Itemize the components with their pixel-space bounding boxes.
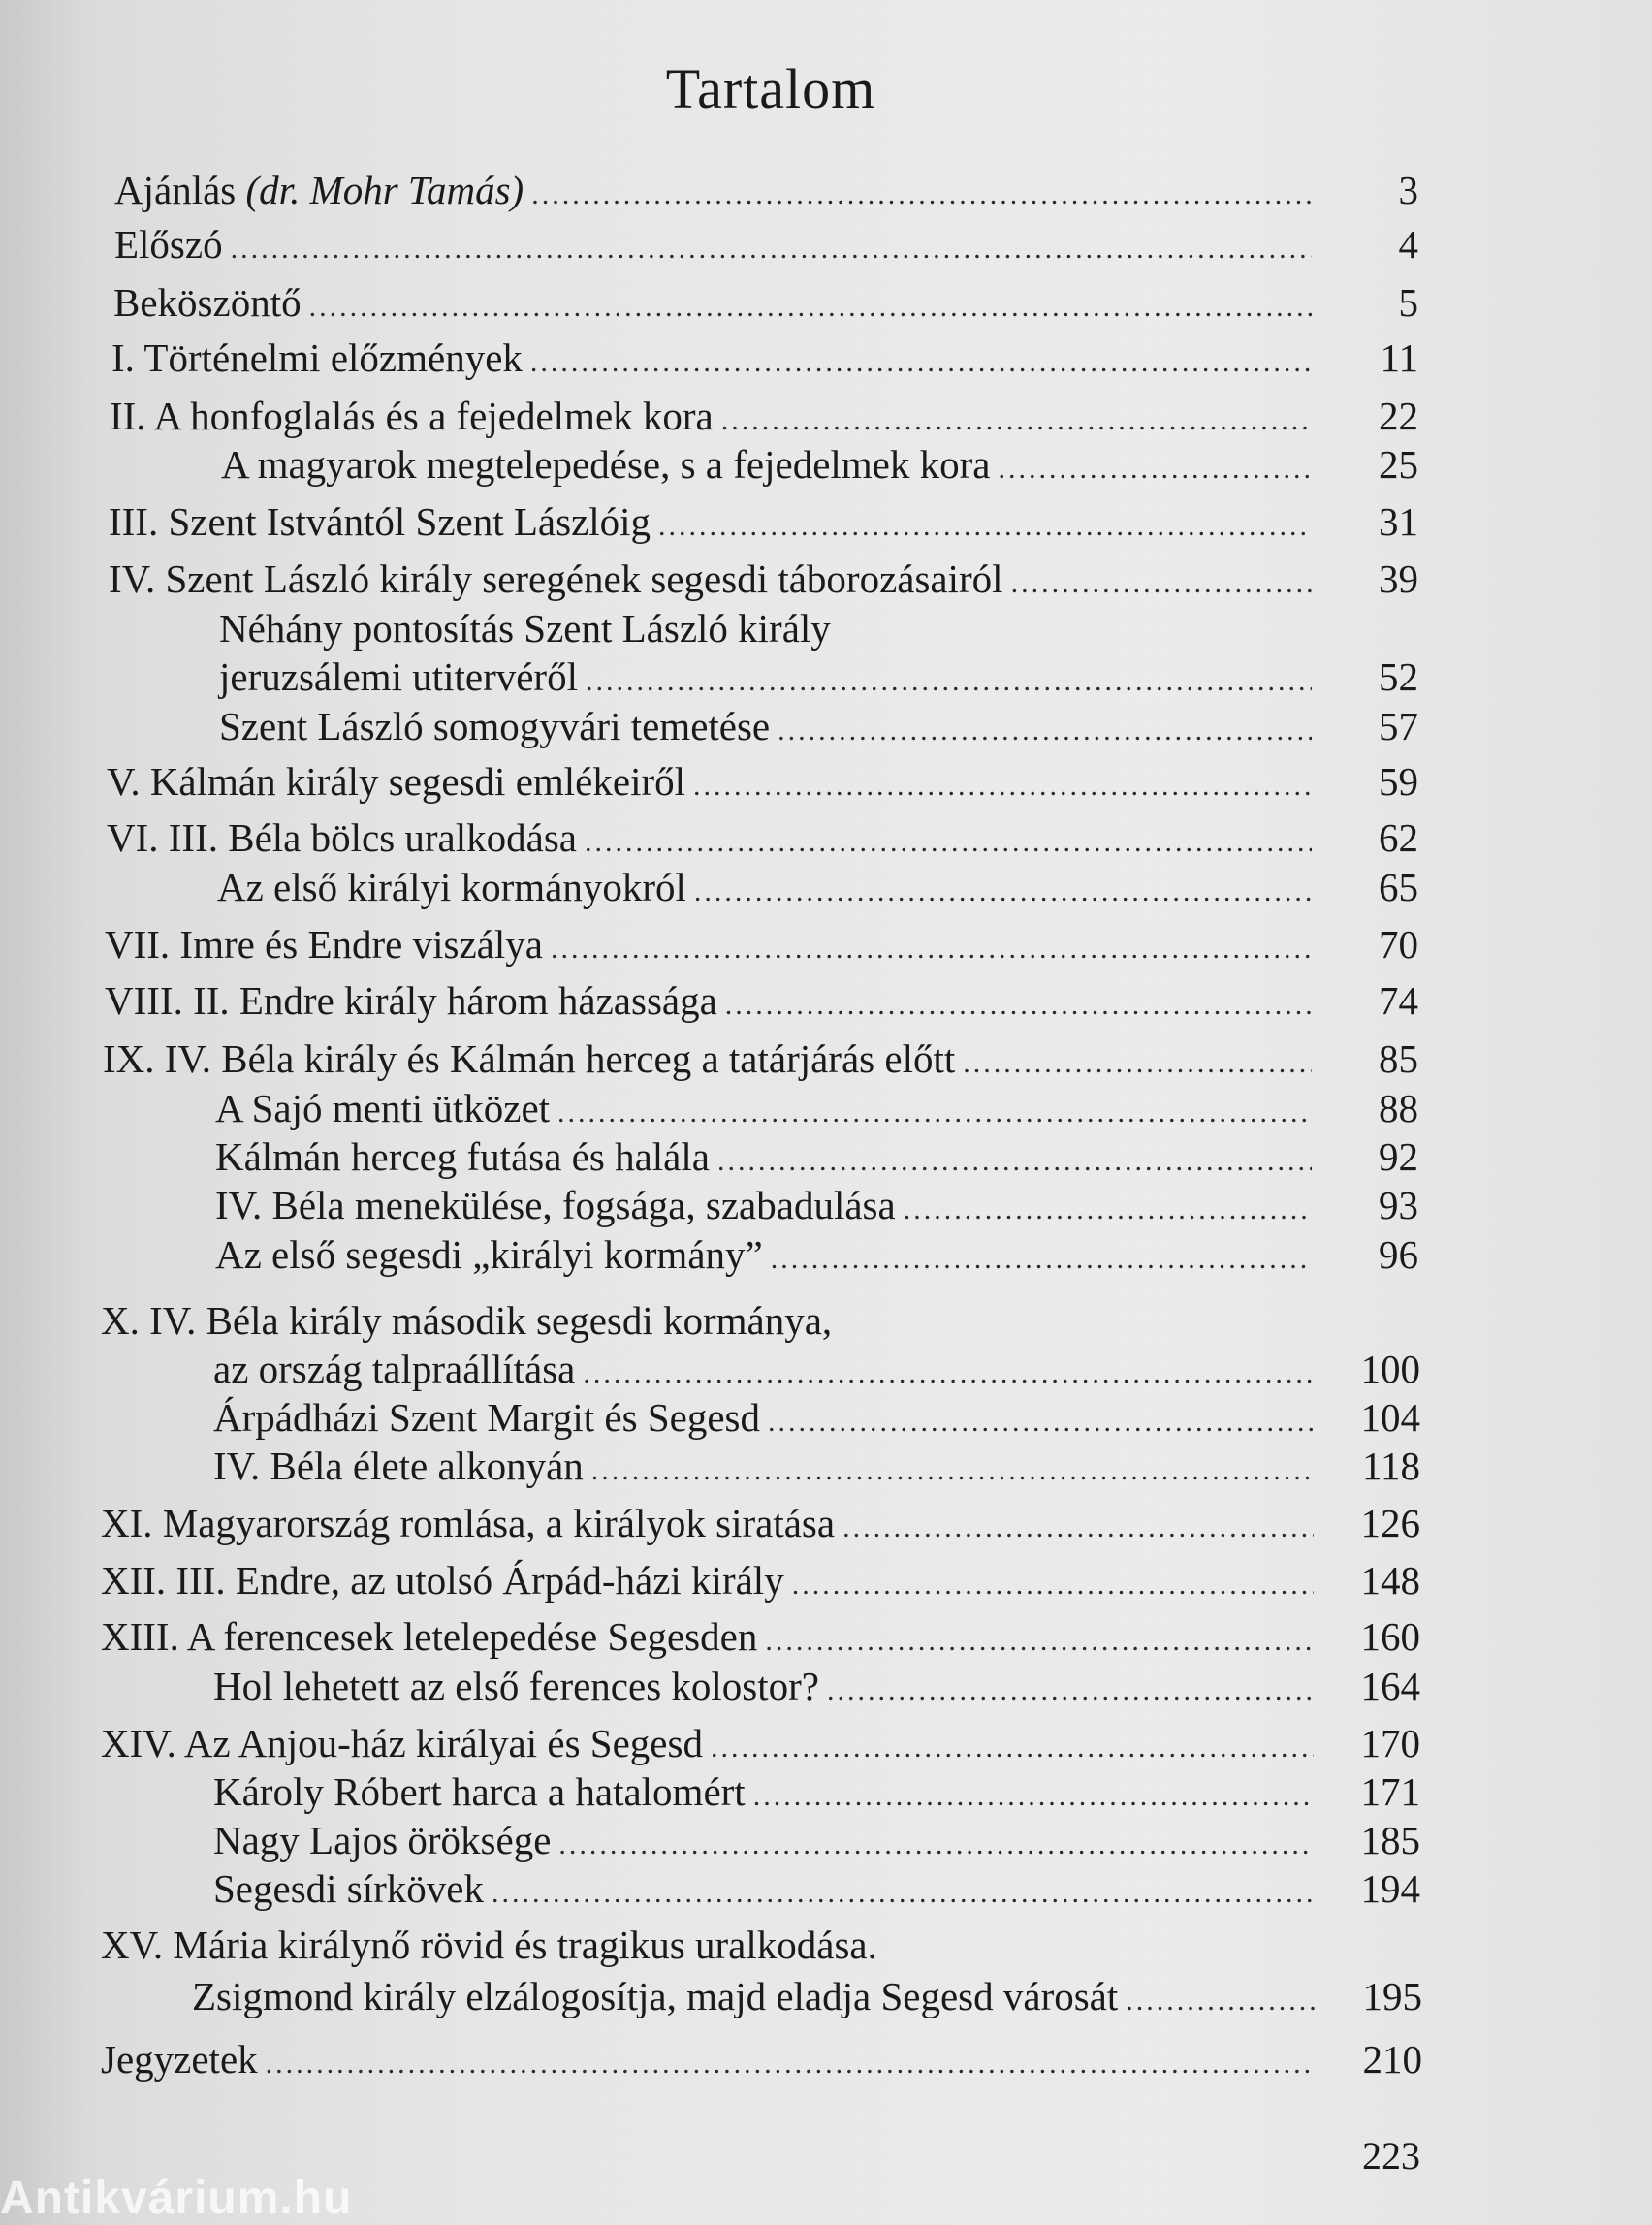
- toc-page-number: 88: [1379, 1086, 1418, 1130]
- toc-entry: [105, 921, 1418, 971]
- toc-page-number: 22: [1379, 394, 1418, 438]
- toc-entry-text: XII. III. Endre, az utolsó Árpád-házi király: [101, 1558, 784, 1603]
- toc-entry: [107, 814, 1418, 865]
- toc-entry: [192, 1973, 1422, 2023]
- dot-leader: [557, 1097, 1312, 1129]
- toc-entry: [110, 393, 1418, 443]
- toc-entry: [101, 1557, 1420, 1607]
- dot-leader: [963, 1047, 1312, 1080]
- toc-entry-text: jeruzsálemi utitervéről: [219, 654, 578, 699]
- toc-entry: [113, 279, 1418, 330]
- toc-page-number: 100: [1360, 1347, 1420, 1391]
- toc-entry: [101, 1500, 1420, 1550]
- dot-leader: [717, 1145, 1312, 1178]
- toc-entry-text: IV. Béla menekülése, fogsága, szabadulása: [215, 1183, 896, 1227]
- toc-page-number: 104: [1360, 1395, 1420, 1440]
- toc-entry-text: II. A honfoglalás és a fejedelmek kora: [110, 394, 714, 438]
- toc-entry: [101, 1720, 1420, 1770]
- dot-leader: [771, 1243, 1312, 1276]
- dot-leader: [558, 1828, 1314, 1861]
- toc-page-number: 39: [1379, 556, 1418, 601]
- toc-page-number: 31: [1379, 499, 1418, 544]
- toc-entry: [219, 703, 1418, 753]
- toc-entry: [217, 864, 1418, 914]
- toc-entry-text: III. Szent Istvántól Szent Lászlóig: [109, 499, 651, 544]
- page-title: Tartalom: [665, 57, 876, 120]
- dot-leader: [842, 1511, 1314, 1544]
- toc-entry: [114, 221, 1418, 271]
- dot-leader: [694, 875, 1312, 908]
- toc-entry-text: A magyarok megtelepedése, s a fejedelmek kora: [221, 442, 991, 487]
- toc-entry: [103, 1035, 1418, 1086]
- dot-leader: [586, 665, 1312, 698]
- toc-entry: [215, 1085, 1418, 1135]
- dot-leader: [827, 1674, 1314, 1707]
- toc-entry: [213, 1394, 1420, 1445]
- dot-leader: [583, 1357, 1314, 1390]
- toc-page-number: 3: [1398, 168, 1418, 212]
- toc-entry: [215, 1231, 1418, 1282]
- dot-leader: [753, 1780, 1314, 1813]
- toc-entry-text: Beköszöntő: [113, 280, 302, 325]
- dot-leader: [551, 933, 1312, 966]
- toc-page-number: 194: [1360, 1866, 1420, 1911]
- toc-page-number: 62: [1379, 815, 1418, 860]
- toc-entry-text: Segesdi sírkövek: [213, 1866, 484, 1911]
- toc-entry-text: Előszó: [114, 222, 223, 267]
- dot-leader: [778, 715, 1312, 747]
- dot-leader: [725, 989, 1312, 1022]
- toc-entry: [215, 1182, 1418, 1232]
- dot-leader: [492, 1877, 1314, 1910]
- page-number: 223: [1362, 2134, 1420, 2177]
- toc-entry-text: XIII. A ferencesek letelepedése Segesden: [101, 1614, 758, 1659]
- dot-leader: [530, 346, 1312, 379]
- toc-entry: [213, 1663, 1420, 1713]
- toc-entry-text: A Sajó menti ütközet: [215, 1086, 551, 1130]
- dot-leader: [721, 404, 1312, 437]
- toc-entry: [215, 1133, 1418, 1184]
- toc-entry-text: Nagy Lajos öröksége: [213, 1818, 552, 1862]
- toc-entry: [213, 1817, 1420, 1867]
- dot-leader: [998, 453, 1312, 486]
- toc-page-number: 11: [1380, 335, 1418, 380]
- toc-entry: [105, 977, 1418, 1028]
- toc-page-number: 65: [1379, 865, 1418, 909]
- dot-leader: [1011, 567, 1312, 600]
- toc-entry-text: az ország talpraállítása: [213, 1347, 576, 1391]
- toc-page-number: 185: [1360, 1818, 1420, 1862]
- toc-entry-text: Árpádházi Szent Margit és Segesd: [213, 1395, 760, 1440]
- toc-page-number: 93: [1379, 1183, 1418, 1227]
- toc-entry-text: Szent László somogyvári temetése: [219, 704, 771, 748]
- toc-entry-text: XI. Magyarország romlása, a királyok siratása: [101, 1501, 836, 1545]
- toc-entry: [101, 2036, 1422, 2086]
- toc-entry-text: VII. Imre és Endre viszálya: [105, 922, 543, 967]
- dot-leader: [765, 1625, 1314, 1658]
- toc-entry: [111, 334, 1418, 385]
- toc-entry: [213, 1443, 1420, 1493]
- toc-entry: [221, 441, 1418, 492]
- dot-leader: [231, 233, 1312, 266]
- toc-entry-text: XV. Mária királynő rövid és tragikus uralkodása.: [101, 1923, 877, 1967]
- dot-leader: [266, 2048, 1316, 2081]
- toc-page-number: 160: [1360, 1614, 1420, 1659]
- toc-page-number: 96: [1379, 1232, 1418, 1277]
- toc-entry-text: Az első királyi kormányokról: [217, 865, 686, 909]
- toc-page-number: 148: [1360, 1558, 1420, 1603]
- toc-entry-text: Az első segesdi „királyi kormány”: [215, 1232, 763, 1277]
- toc-page-number: 52: [1379, 654, 1418, 699]
- watermark: Antikvárium.hu: [0, 2173, 353, 2224]
- dot-leader: [1126, 1985, 1316, 2018]
- toc-entry: [109, 498, 1418, 549]
- toc-entry-text: IX. IV. Béla király és Kálmán herceg a tatárjárás előtt: [103, 1036, 956, 1081]
- toc-page-number: 171: [1360, 1769, 1420, 1814]
- dot-leader: [658, 510, 1312, 543]
- toc-page-number: 57: [1379, 704, 1418, 748]
- toc-entry: [213, 1346, 1420, 1396]
- dot-leader: [904, 1193, 1312, 1226]
- toc-entry-text: Jegyzetek: [101, 2037, 258, 2082]
- toc-entry: [109, 556, 1418, 606]
- toc-page-number: 5: [1398, 280, 1418, 325]
- dot-leader: [711, 1732, 1314, 1764]
- toc-entry-text: Hol lehetett az első ferences kolostor?: [213, 1664, 819, 1708]
- dot-leader: [792, 1569, 1314, 1602]
- toc-entry-text: Zsigmond király elzálogosítja, majd eladja Segesd városát: [192, 1974, 1119, 2018]
- toc-entry: [213, 1865, 1420, 1916]
- toc-page-number: 170: [1360, 1721, 1420, 1765]
- toc-entry: [107, 758, 1418, 809]
- toc-entry: [213, 1768, 1420, 1819]
- toc-page-number: 59: [1379, 759, 1418, 804]
- toc-entry-text: VIII. II. Endre király három házassága: [105, 978, 717, 1023]
- toc-entry: [114, 167, 1418, 217]
- toc-page-number: 74: [1379, 978, 1418, 1023]
- toc-page-number: 126: [1360, 1501, 1420, 1545]
- toc-page-number: 210: [1362, 2037, 1422, 2082]
- toc-entry-text: VI. III. Béla bölcs uralkodása: [107, 815, 577, 860]
- toc-entry-text: XIV. Az Anjou-ház királyai és Segesd: [101, 1721, 703, 1765]
- toc-entry: [219, 653, 1418, 704]
- toc-page-number: 118: [1362, 1444, 1420, 1488]
- toc-page-number: 70: [1379, 922, 1418, 967]
- toc-entry-text: Kálmán herceg futása és halála: [215, 1134, 710, 1179]
- toc-page-number: 164: [1360, 1664, 1420, 1708]
- dot-leader: [585, 826, 1312, 859]
- toc-page-number: 25: [1379, 442, 1418, 487]
- toc-page-number: 85: [1379, 1036, 1418, 1081]
- toc-entry-text: X. IV. Béla király második segesdi kormánya,: [101, 1298, 833, 1343]
- dot-leader: [693, 770, 1312, 803]
- toc-entry-text: I. Történelmi előzmények: [111, 335, 523, 380]
- toc-entry-text: V. Kálmán király segesdi emlékeiről: [107, 759, 686, 804]
- toc-entry-text: IV. Szent László király seregének segesdi táborozásairól: [109, 556, 1003, 601]
- dot-leader: [591, 1454, 1314, 1487]
- toc-entry-text: Ajánlás (dr. Mohr Tamás): [114, 168, 524, 212]
- dot-leader: [309, 291, 1312, 324]
- toc-entry-text: Néhány pontosítás Szent László király: [219, 606, 831, 651]
- toc-entry-text: Károly Róbert harca a hatalomért: [213, 1769, 746, 1814]
- toc-page-number: 195: [1362, 1974, 1422, 2018]
- toc-page-number: 92: [1379, 1134, 1418, 1179]
- dot-leader: [768, 1406, 1314, 1439]
- toc-entry-text: IV. Béla élete alkonyán: [213, 1444, 584, 1488]
- toc-entry-author: (dr. Mohr Tamás): [245, 168, 524, 212]
- dot-leader: [531, 178, 1312, 211]
- toc-entry: [101, 1613, 1420, 1664]
- toc-page-number: 4: [1398, 222, 1418, 267]
